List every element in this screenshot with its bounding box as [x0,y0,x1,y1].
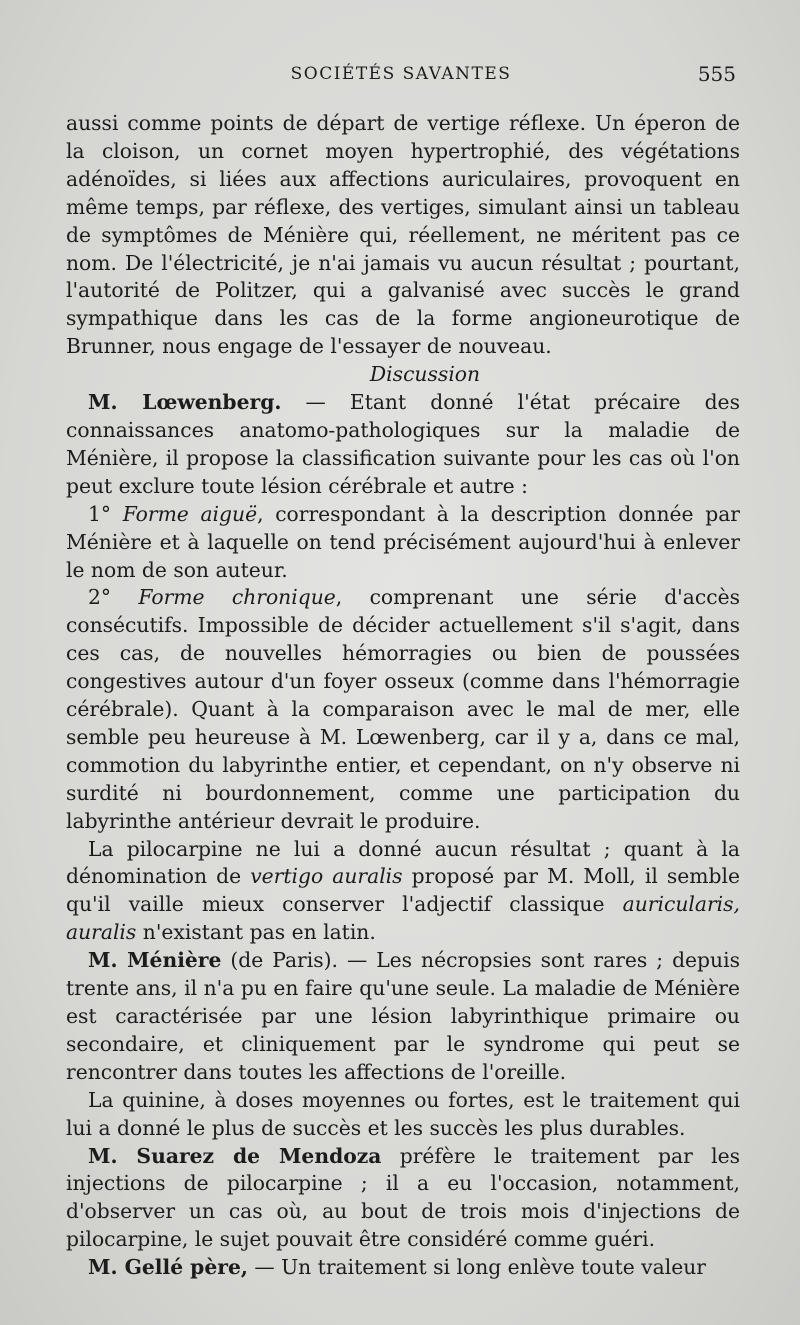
paragraph-quinine: La quinine, à doses moyennes ou fortes, est le traitement qui lui a donné le plus de succès et les succès les plus durables. [66,1087,740,1140]
list-number: 1° [88,501,123,526]
page-number: 555 [697,62,736,86]
paragraph-text: (de Paris). — Les nécropsies sont rares ; depuis trente ans, il n'a pu en faire qu'une seule. La maladie de Ménière est caractérisée par une lésion labyrinthique primaire ou secondaire, et cliniquement par le syndrome qui peut se rencontrer dans toutes les affections de l'oreille. [66,948,740,1084]
latin-term: vertigo auralis [250,864,403,889]
paragraph-text: La pilocarpine ne lui a donné aucun résultat ; quant à la dénomination de [66,836,740,889]
section-heading: Discussion [369,362,481,387]
paragraph-intro: aussi comme points de départ de vertige réflexe. Un éperon de la cloison, un cornet moyen hypertrophié, des végétations adénoïdes, si liées aux affections auriculaires, provoquent en même temps, par réflexe, des vertiges, simulant ainsi un tableau de symptômes de Ménière qui, réellement, ne méritent pas ce nom. De l'électricité, je n'ai jamais vu aucun résultat ; pourtant, l'autorité de Politzer, qui a galvanisé avec succès le grand sympathique dans les cas de la forme angioneurotique de Brunner, nous engage de l'essayer de nouveau. [66,111,740,359]
speaker-name: M. Gellé père, [88,1255,248,1280]
paragraph-pilocarpine [66,836,740,948]
list-text: , comprenant une série d'accès consécutifs. Impossible de décider actuellement s'il s'agit, dans ces cas, de nouvelles hémorragies ou bien de poussées congestives autour d'un foyer osseux (comme dans l'hémorragie cérébrale). Quant à la comparaison avec le mal de mer, elle semble peu heureuse à M. Lœwenberg, car il y a, dans ce mal, commotion du labyrinthe entier, et cependant, on n'y observe ni surdité ni bourdonnement, comme une participation du labyrinthe antérieur devrait le produire. [66,585,740,833]
speaker-name: M. Lœwenberg. [88,390,282,415]
paragraph-text: préfère le traitement par les injections de pilocarpine ; il a eu l'occasion, notamment, d'observer un cas où, au bout de trois mois d'injections de pilocarpine, le sujet pouvait être considéré comme guéri. [66,1143,740,1252]
list-item-chronic [66,584,740,835]
list-item-acute [66,501,740,585]
paragraph-text: — Un traitement si long enlève toute valeur [247,1255,706,1280]
list-number: 2° [88,585,139,610]
list-term: Forme aiguë [122,501,258,526]
running-title: SOCIÉTÉS SAVANTES [290,64,512,84]
paragraph-text: proposé par M. Moll, il semble qu'il vaille mieux conserver l'adjectif classique [66,864,740,917]
paragraph-suarez [66,1143,740,1255]
paragraph-loewenberg [66,389,740,501]
body-text [66,110,740,1282]
list-term: Forme chronique [138,585,336,610]
speaker-name: M. Suarez de Mendoza [88,1143,382,1168]
speaker-name: M. Ménière [88,948,222,973]
latin-term: auricularis, auralis [66,892,740,945]
paragraph-gelle [66,1254,740,1282]
list-text: , correspondant à la description donnée par Ménière et à laquelle on tend précisément aujourd'hui à enlever le nom de son auteur. [66,501,740,582]
paragraph-text: — Etant donné l'état précaire des connaissances anatomo-pathologiques sur la maladie de Ménière, il propose la classification suivante pour les cas où l'on peut exclure toute lésion cérébrale et autre : [66,390,740,498]
paragraph-meniere [66,947,740,1087]
running-head [66,60,736,92]
paragraph-text: n'existant pas en latin. [136,920,376,945]
